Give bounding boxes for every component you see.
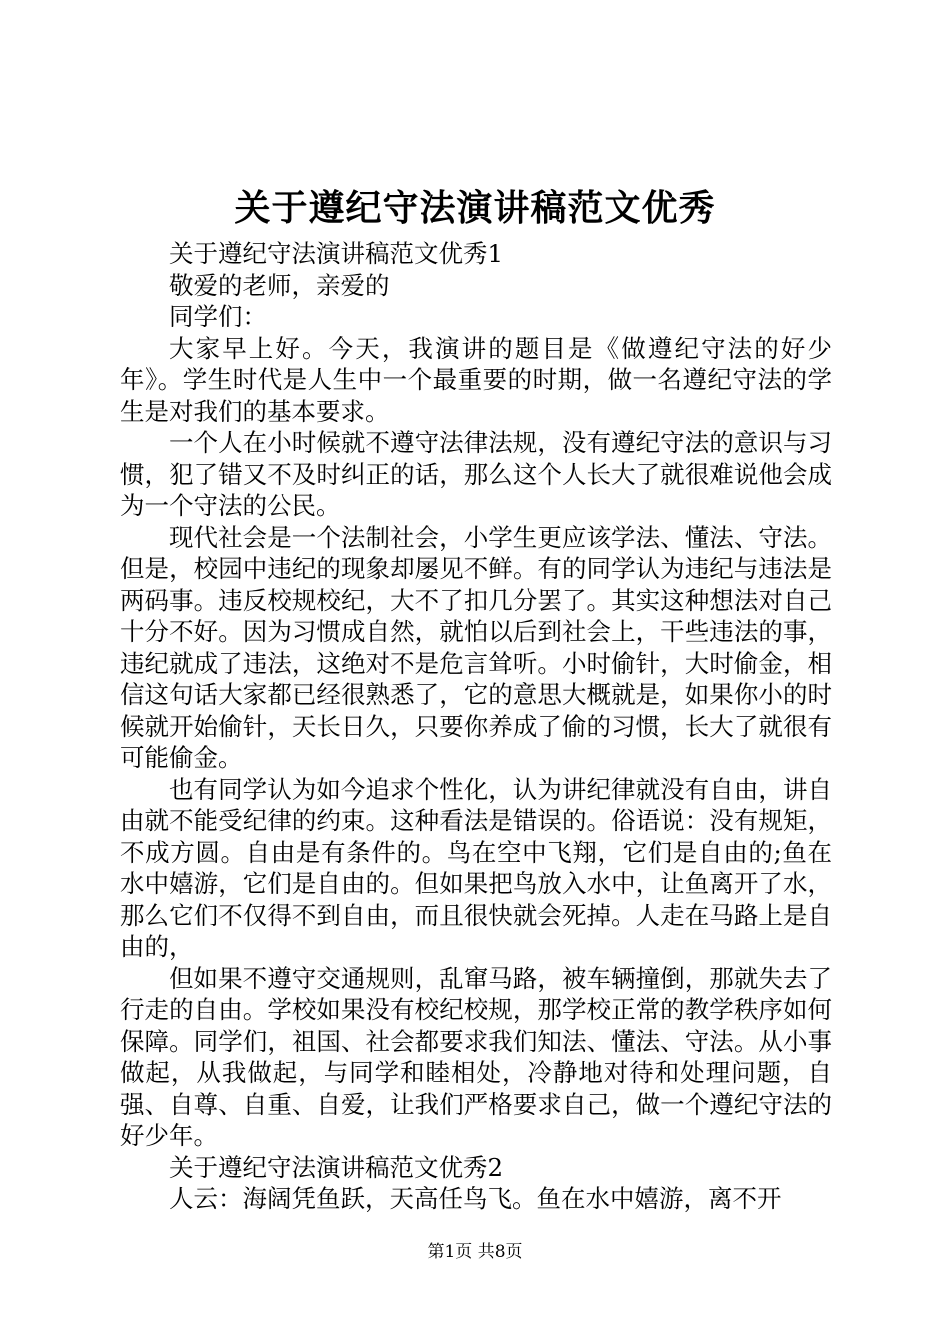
document-body	[120, 238, 832, 1215]
paragraph: 现代社会是一个法制社会，小学生更应该学法、懂法、守法。但是，校园中违纪的现象却屡见不鲜。有的同学认为违纪与违法是两码事。违反校规校纪，大不了扣几分罢了。其实这种想法对自己十分不好。因为习惯成自然，就怕以后到社会上，干些违法的事，违纪就成了违法，这绝对不是危言耸听。小时偷针，大时偷金，相信这句话大家都已经很熟悉了，它的意思大概就是，如果你小的时候就开始偷针，天长日久，只要你养成了偷的习惯，长大了就很有可能偷金。	[120, 522, 832, 772]
paragraph: 大家早上好。今天，我演讲的题目是《做遵纪守法的好少年》。学生时代是人生中一个最重要的时期，做一名遵纪守法的学生是对我们的基本要求。	[120, 333, 832, 426]
paragraph: 也有同学认为如今追求个性化，认为讲纪律就没有自由，讲自由就不能受纪律的约束。这种看法是错误的。俗语说：没有规矩，不成方圆。自由是有条件的。鸟在空中飞翔，它们是自由的;鱼在水中嬉游，它们是自由的。但如果把鸟放入水中，让鱼离开了水，那么它们不仅得不到自由，而且很快就会死掉。人走在马路上是自由的，	[120, 774, 832, 961]
paragraph: 人云：海阔凭鱼跃，天高任鸟飞。鱼在水中嬉游，离不开	[169, 1184, 782, 1213]
section-heading-2: 关于遵纪守法演讲稿范文优秀2	[169, 1152, 504, 1182]
paragraph: 但如果不遵守交通规则，乱窜马路，被车辆撞倒，那就失去了行走的自由。学校如果没有校纪校规，那学校正常的教学秩序如何保障。同学们，祖国、社会都要求我们知法、懂法、守法。从小事做起，从我做起，与同学和睦相处，冷静地对待和处理问题，自强、自尊、自重、自爱，让我们严格要求自己，做一个遵纪守法的好少年。	[120, 963, 832, 1150]
salutation-line-2: 同学们：	[169, 302, 267, 331]
page-number-footer: 第1页 共8页	[427, 1242, 523, 1262]
document-title: 关于遵纪守法演讲稿范文优秀	[234, 187, 716, 229]
section-heading-1: 关于遵纪守法演讲稿范文优秀1	[169, 239, 504, 268]
salutation-line-1: 敬爱的老师，亲爱的	[169, 270, 390, 300]
paragraph: 一个人在小时候就不遵守法律法规，没有遵纪守法的意识与习惯，犯了错又不及时纠正的话，那么这个人长大了就很难说他会成为一个守法的公民。	[120, 428, 832, 520]
